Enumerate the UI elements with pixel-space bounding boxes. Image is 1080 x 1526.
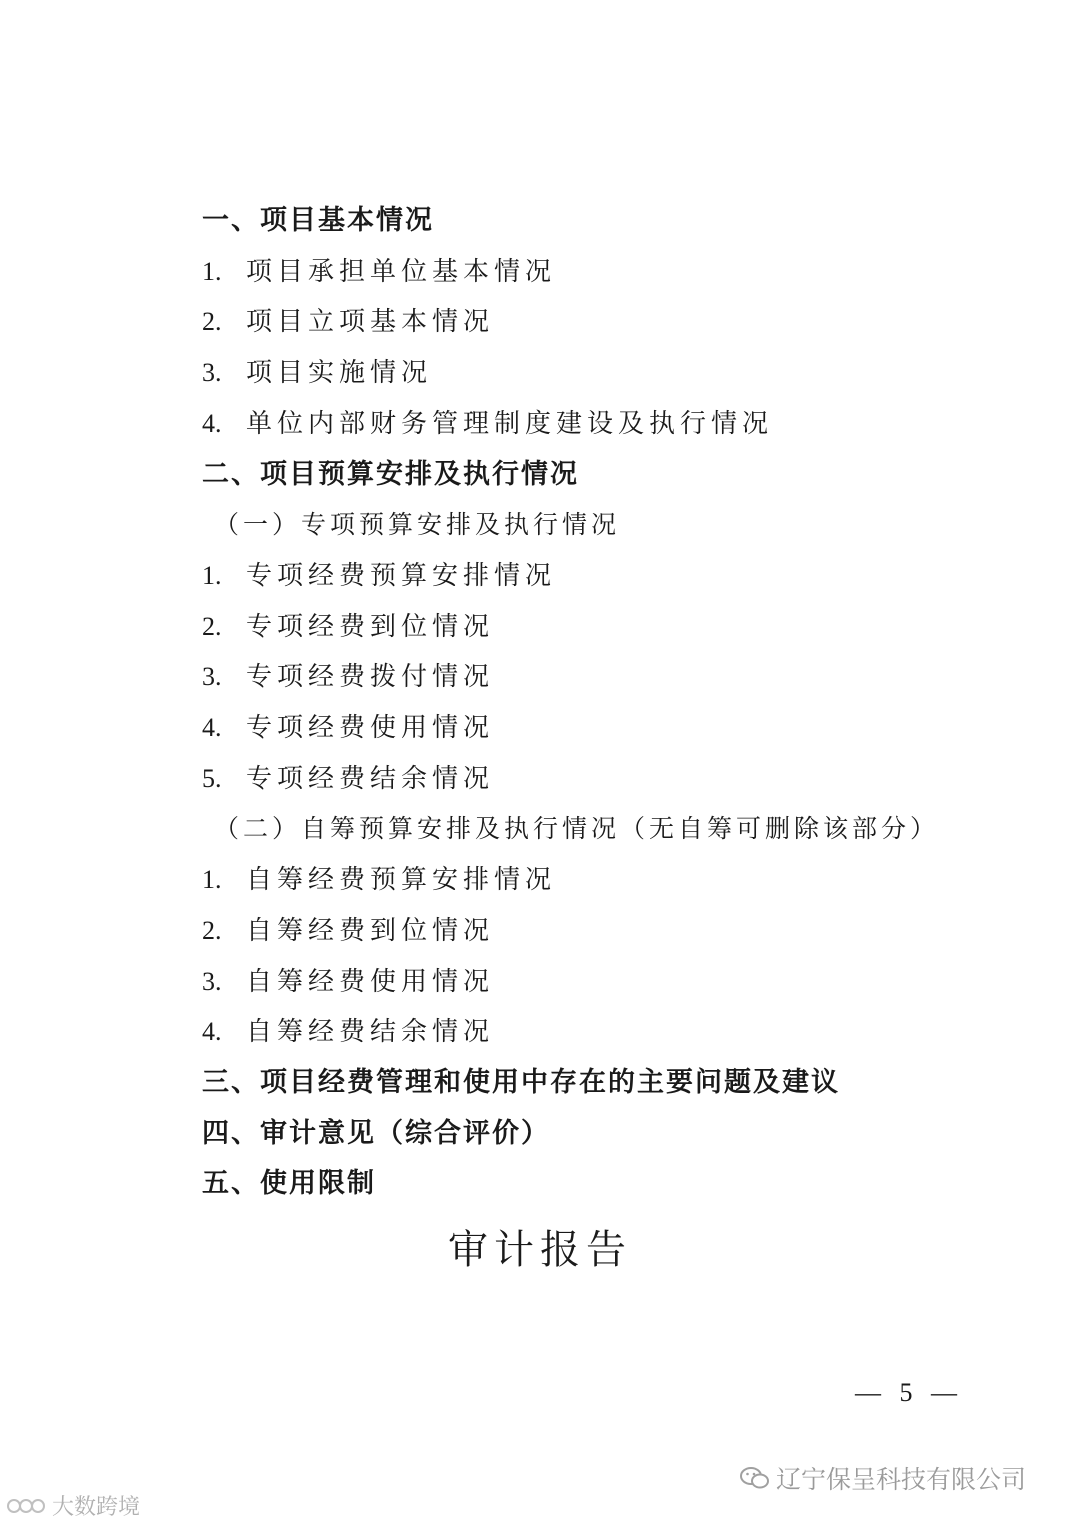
line-text: 一、项目基本情况 [202,205,434,236]
watermark-brand [6,1490,140,1521]
item-number: 3. [202,358,222,387]
outline-item [202,407,773,441]
item-number: 4. [202,409,222,438]
outline-item [202,356,432,390]
line-text: 专项经费拨付情况 [246,662,495,692]
item-number: 2. [202,612,222,641]
line-text: 自筹经费到位情况 [246,916,495,946]
line-text: 四、审计意见（综合评价） [202,1118,550,1149]
line-text: 单位内部财务管理制度建设及执行情况 [246,409,774,439]
line-text: 五、使用限制 [202,1168,376,1199]
line-text: 项目承担单位基本情况 [246,257,557,287]
line-text: 三、项目经费管理和使用中存在的主要问题及建议 [202,1067,840,1098]
wechat-icon [740,1466,770,1490]
outline-item [202,863,556,897]
page-number: — 5 — [855,1378,963,1407]
item-number: 2. [202,307,222,336]
outline-item [202,914,494,948]
line-text: 自筹经费结余情况 [246,1017,495,1047]
item-number: 1. [202,865,222,894]
watermark-left-text: 大数跨境 [52,1495,141,1520]
item-number: 1. [202,561,222,590]
line-text: 自筹经费使用情况 [246,967,495,997]
section-heading [202,204,434,238]
outline-item [202,610,494,644]
outline-item [202,1015,494,1049]
line-text: 专项经费使用情况 [246,713,495,743]
line-text: 二、项目预算安排及执行情况 [202,459,579,490]
section-heading [202,1066,840,1100]
brand-logo-icon [6,1495,46,1517]
watermark-wechat [740,1460,1026,1496]
section-heading [202,1167,376,1201]
line-text: 项目实施情况 [246,358,433,388]
outline-item [202,305,494,339]
item-number: 4. [202,713,222,742]
outline-item [202,559,556,593]
outline-item [202,762,494,796]
item-number: 2. [202,916,222,945]
line-text: 专项经费结余情况 [246,764,495,794]
subsection-heading [214,508,620,542]
line-text: 自筹经费预算安排情况 [246,865,557,895]
section-heading [202,458,579,492]
watermark-right-text: 辽宁保呈科技有限公司 [776,1465,1027,1494]
item-number: 1. [202,257,222,286]
section-heading [202,1117,550,1151]
line-text: 项目立项基本情况 [246,307,495,337]
outline-item [202,660,494,694]
subsection-heading [214,812,939,846]
outline-item [202,255,556,289]
line-text: 专项经费预算安排情况 [246,561,557,591]
line-text: （二）自筹预算安排及执行情况（无自筹可删除该部分） [214,814,940,843]
outline-item [202,711,494,745]
line-text: （一）专项预算安排及执行情况 [214,510,621,539]
item-number: 3. [202,662,222,691]
item-number: 4. [202,1017,222,1046]
line-text: 专项经费到位情况 [246,612,495,642]
outline-item [202,965,494,999]
item-number: 3. [202,967,222,996]
item-number: 5. [202,764,222,793]
report-title: 审计报告 [448,1227,632,1273]
